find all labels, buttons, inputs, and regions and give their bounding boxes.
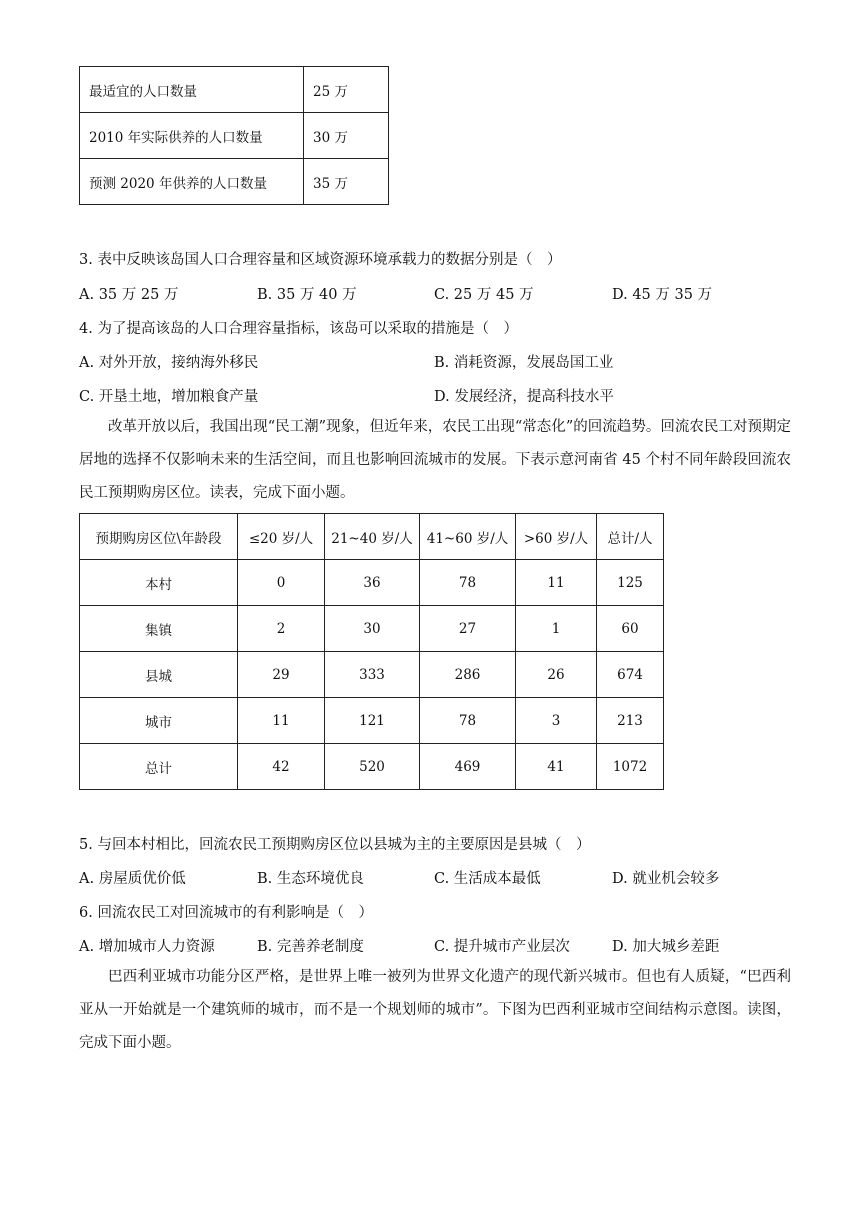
table-cell: 469 bbox=[420, 744, 516, 790]
table-cell: 286 bbox=[420, 652, 516, 698]
table-cell: 25 万 bbox=[304, 67, 389, 113]
row-label: 城市 bbox=[80, 698, 238, 744]
table-row bbox=[80, 113, 389, 159]
table-row bbox=[80, 67, 389, 113]
table-cell: 674 bbox=[597, 652, 664, 698]
question-5-option-c: C. 生活成本最低 bbox=[434, 871, 541, 887]
table-cell: 预测 2020 年供养的人口数量 bbox=[80, 159, 304, 205]
table-row bbox=[80, 606, 664, 652]
table-cell: 2010 年实际供养的人口数量 bbox=[80, 113, 304, 159]
row-label: 总计 bbox=[80, 744, 238, 790]
question-6-option-d: D. 加大城乡差距 bbox=[612, 939, 720, 955]
question-4-option-a: A. 对外开放，接纳海外移民 bbox=[79, 355, 259, 371]
question-4-option-c: C. 开垦土地，增加粮食产量 bbox=[79, 389, 259, 405]
table-cell: 36 bbox=[325, 560, 420, 606]
table-cell: 42 bbox=[238, 744, 325, 790]
question-5-option-b: B. 生态环境优良 bbox=[257, 871, 364, 887]
table-row bbox=[80, 744, 664, 790]
column-header: ≤20 岁/人 bbox=[238, 514, 325, 560]
table-cell: 60 bbox=[597, 606, 664, 652]
table-cell: 121 bbox=[325, 698, 420, 744]
question-6-stem: 6. 回流农民工对回流城市的有利影响是（ ） bbox=[79, 905, 373, 921]
row-label: 集镇 bbox=[80, 606, 238, 652]
table-cell: 125 bbox=[597, 560, 664, 606]
table-cell: 213 bbox=[597, 698, 664, 744]
question-4-stem: 4. 为了提高该岛的人口合理容量指标，该岛可以采取的措施是（ ） bbox=[79, 321, 518, 337]
table-row bbox=[80, 159, 389, 205]
question-6-option-c: C. 提升城市产业层次 bbox=[434, 939, 570, 955]
column-header: 预期购房区位\年龄段 bbox=[80, 514, 238, 560]
question-3-option-d: D. 45 万 35 万 bbox=[612, 287, 713, 303]
table-cell: 11 bbox=[516, 560, 597, 606]
table-cell: 29 bbox=[238, 652, 325, 698]
table-header-row bbox=[80, 514, 664, 560]
row-label: 县城 bbox=[80, 652, 238, 698]
question-4-option-d: D. 发展经济，提高科技水平 bbox=[434, 389, 614, 405]
question-3-option-a: A. 35 万 25 万 bbox=[79, 287, 179, 303]
table-cell: 3 bbox=[516, 698, 597, 744]
question-3-option-b: B. 35 万 40 万 bbox=[257, 287, 357, 303]
question-3-option-c: C. 25 万 45 万 bbox=[434, 287, 534, 303]
table-cell: 78 bbox=[420, 560, 516, 606]
table-cell: 520 bbox=[325, 744, 420, 790]
row-label: 本村 bbox=[80, 560, 238, 606]
question-5-stem: 5. 与回本村相比，回流农民工预期购房区位以县城为主的主要原因是县城（ ） bbox=[79, 837, 591, 853]
question-6-option-a: A. 增加城市人力资源 bbox=[79, 939, 215, 955]
question-6-option-b: B. 完善养老制度 bbox=[257, 939, 364, 955]
table-cell: 26 bbox=[516, 652, 597, 698]
population-table bbox=[79, 66, 389, 205]
table-cell: 最适宜的人口数量 bbox=[80, 67, 304, 113]
table-cell: 27 bbox=[420, 606, 516, 652]
passage-migrant-workers: 改革开放以后，我国出现“民工潮”现象，但近年来，农民工出现“常态化”的回流趋势。回流农民工对预期定居地的选择不仅影响未来的生活空间，而且也影响回流城市的发展。下表示意河南省 45 个村不同年龄段回流农民工预期购房区位。读表，完成下面小题。 bbox=[79, 419, 791, 501]
table-row bbox=[80, 698, 664, 744]
table-row bbox=[80, 560, 664, 606]
column-header: 21~40 岁/人 bbox=[325, 514, 420, 560]
table-cell: 0 bbox=[238, 560, 325, 606]
table-row bbox=[80, 652, 664, 698]
table-cell: 41 bbox=[516, 744, 597, 790]
table-cell: 1 bbox=[516, 606, 597, 652]
column-header: >60 岁/人 bbox=[516, 514, 597, 560]
passage-brasilia: 巴西利亚城市功能分区严格，是世界上唯一被列为世界文化遗产的现代新兴城市。但也有人质疑，“巴西利亚从一开始就是一个建筑师的城市，而不是一个规划师的城市”。下图为巴西利亚城市空间结构示意图。读图，完成下面小题。 bbox=[79, 969, 791, 1051]
column-header: 总计/人 bbox=[597, 514, 664, 560]
table-cell: 1072 bbox=[597, 744, 664, 790]
table-cell: 2 bbox=[238, 606, 325, 652]
table-cell: 333 bbox=[325, 652, 420, 698]
table-cell: 78 bbox=[420, 698, 516, 744]
housing-location-table bbox=[79, 513, 664, 790]
column-header: 41~60 岁/人 bbox=[420, 514, 516, 560]
question-3-stem: 3. 表中反映该岛国人口合理容量和区域资源环境承载力的数据分别是（ ） bbox=[79, 252, 562, 268]
question-5-option-a: A. 房屋质优价低 bbox=[79, 871, 186, 887]
question-4-option-b: B. 消耗资源，发展岛国工业 bbox=[434, 355, 614, 371]
question-5-option-d: D. 就业机会较多 bbox=[612, 871, 720, 887]
table-cell: 11 bbox=[238, 698, 325, 744]
table-cell: 30 bbox=[325, 606, 420, 652]
table-cell: 30 万 bbox=[304, 113, 389, 159]
table-cell: 35 万 bbox=[304, 159, 389, 205]
